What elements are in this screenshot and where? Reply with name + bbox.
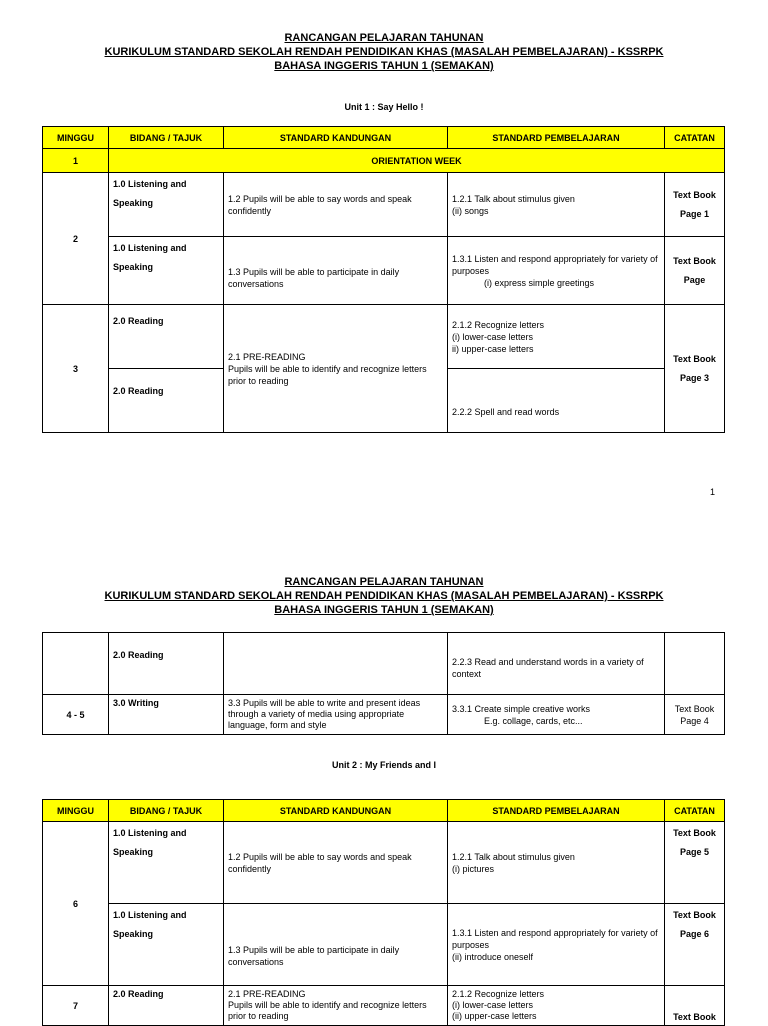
pembelajaran-cell (448, 904, 665, 986)
bidang-text: Speaking (113, 929, 154, 939)
bidang-text: Speaking (113, 262, 154, 272)
catatan-cell (665, 695, 725, 735)
pembelajaran-text: (ii) introduce oneself (452, 951, 534, 962)
kandungan-cell: 1.2 Pupils will be able to say words and speak confidently (224, 173, 448, 237)
bidang-cell: 2.0 Reading (109, 986, 224, 1026)
catatan-text: Page 4 (680, 715, 709, 726)
pembelajaran-text: 2.1.2 Recognize letters (452, 319, 545, 330)
catatan-text: Text Book (673, 828, 716, 838)
week-cell (43, 633, 109, 695)
pembelajaran-text: ii) upper-case letters (452, 343, 534, 354)
column-header-minggu: MINGGU (43, 127, 109, 149)
bidang-cell: 2.0 Reading (109, 369, 224, 433)
bidang-cell (109, 173, 224, 237)
table-row (43, 149, 725, 173)
column-header-catatan: CATATAN (665, 127, 725, 149)
pembelajaran-cell (448, 173, 665, 237)
table-row (43, 904, 725, 986)
week-cell: 7 (43, 986, 109, 1026)
pembelajaran-cell (448, 986, 665, 1026)
table-row (43, 633, 725, 695)
bidang-cell: 3.0 Writing (109, 695, 224, 735)
bidang-text: 1.0 Listening and (113, 243, 187, 253)
catatan-text: Text Book (673, 255, 716, 266)
week-cell: 1 (43, 149, 109, 173)
kandungan-cell (224, 633, 448, 695)
bidang-cell: 2.0 Reading (109, 305, 224, 369)
pembelajaran-text: 2.1.2 Recognize letters (452, 989, 545, 999)
catatan-cell (665, 822, 725, 904)
doc-title: RANCANGAN PELAJARAN TAHUNAN (284, 32, 484, 44)
lesson-plan-table-unit-2 (42, 799, 725, 1026)
orientation-week-label: ORIENTATION WEEK (109, 149, 725, 173)
kandungan-cell: 1.3 Pupils will be able to participate in daily conversations (224, 904, 448, 986)
lesson-plan-table (42, 126, 725, 433)
kandungan-cell: 1.3 Pupils will be able to participate in daily conversations (224, 237, 448, 305)
catatan-cell (665, 305, 725, 433)
kandungan-text: Pupils will be able to identify and recognize letters prior to reading (228, 363, 427, 386)
unit-title: Unit 1 : Say Hello ! (344, 102, 424, 112)
pembelajaran-cell: 2.2.3 Read and understand words in a variety of context (448, 633, 665, 695)
kandungan-cell: 3.3 Pupils will be able to write and present ideas through a variety of media using appropriate language, form and style (224, 695, 448, 735)
catatan-cell (665, 904, 725, 986)
doc-subject: BAHASA INGGERIS TAHUN 1 (SEMAKAN) (274, 60, 494, 72)
pembelajaran-text: (i) pictures (452, 863, 495, 874)
page-number: 1 (710, 487, 716, 497)
pembelajaran-text: 3.3.1 Create simple creative works (452, 703, 591, 714)
pembelajaran-cell (448, 305, 665, 369)
catatan-text: Text Book (674, 703, 715, 714)
pembelajaran-text: (i) lower-case letters (452, 331, 534, 342)
table-row (43, 822, 725, 904)
page-gap (0, 520, 768, 560)
column-header-bidang: BIDANG / TAJUK (109, 127, 224, 149)
pembelajaran-text: 1.3.1 Listen and respond appropriately for variety of purposes (452, 253, 658, 276)
kandungan-text: 2.1 PRE-READING (228, 351, 306, 362)
doc-subtitle: KURIKULUM STANDARD SEKOLAH RENDAH PENDIDIKAN KHAS (MASALAH PEMBELAJARAN) - KSSRPK (104, 46, 664, 58)
pembelajaran-cell (448, 695, 665, 735)
pembelajaran-text: (i) lower-case letters (452, 1000, 534, 1010)
bidang-cell (109, 237, 224, 305)
pembelajaran-text: (i) express simple greetings (484, 277, 595, 288)
kandungan-cell (224, 305, 448, 433)
table-row (43, 695, 725, 735)
bidang-cell: 2.0 Reading (109, 633, 224, 695)
column-header-minggu: MINGGU (43, 800, 109, 822)
catatan-cell (665, 173, 725, 237)
kandungan-cell: 1.2 Pupils will be able to say words and speak confidently (224, 822, 448, 904)
doc-title: RANCANGAN PELAJARAN TAHUNAN (284, 576, 484, 588)
week-cell: 3 (43, 305, 109, 433)
table-row (43, 305, 725, 369)
week-cell: 6 (43, 822, 109, 986)
catatan-cell (665, 633, 725, 695)
column-header-pembelajaran: STANDARD PEMBELAJARAN (448, 800, 665, 822)
kandungan-text: Pupils will be able to identify and recognize letters prior to reading (228, 1000, 427, 1021)
catatan-text: Text Book (673, 189, 716, 200)
bidang-text: 1.0 Listening and (113, 828, 187, 838)
pembelajaran-text: (ii) upper-case letters (452, 1011, 537, 1021)
bidang-cell (109, 904, 224, 986)
pembelajaran-text: 1.3.1 Listen and respond appropriately for variety of purposes (452, 927, 658, 950)
pembelajaran-text: 1.2.1 Talk about stimulus given (452, 851, 575, 862)
catatan-text: Page 3 (679, 372, 710, 383)
week-cell: 2 (43, 173, 109, 305)
column-header-catatan: CATATAN (665, 800, 725, 822)
doc-subject: BAHASA INGGERIS TAHUN 1 (SEMAKAN) (274, 604, 494, 616)
doc-subtitle: KURIKULUM STANDARD SEKOLAH RENDAH PENDIDIKAN KHAS (MASALAH PEMBELAJARAN) - KSSRPK (104, 590, 664, 602)
bidang-text: Speaking (113, 847, 154, 857)
pembelajaran-text: E.g. collage, cards, etc... (484, 715, 583, 726)
unit-title: Unit 2 : My Friends and I (331, 760, 436, 770)
document-page-2 (0, 560, 768, 1024)
kandungan-text: 2.1 PRE-READING (228, 989, 306, 999)
table-row (43, 986, 725, 1026)
pembelajaran-text: 1.2.1 Talk about stimulus given (452, 193, 575, 204)
table-row (43, 173, 725, 237)
pembelajaran-text: (ii) songs (452, 205, 489, 216)
bidang-text: 1.0 Listening and (113, 179, 187, 189)
catatan-text: Text Book (673, 910, 716, 920)
pembelajaran-cell: 2.2.2 Spell and read words (448, 369, 665, 433)
table-row (43, 237, 725, 305)
column-header-kandungan: STANDARD KANDUNGAN (224, 800, 448, 822)
pembelajaran-cell (448, 237, 665, 305)
bidang-cell (109, 822, 224, 904)
catatan-text: Page 1 (679, 208, 710, 219)
column-header-bidang: BIDANG / TAJUK (109, 800, 224, 822)
kandungan-cell (224, 986, 448, 1026)
catatan-text: Page 6 (679, 929, 710, 939)
bidang-text: 1.0 Listening and (113, 910, 187, 920)
week-cell: 4 - 5 (43, 695, 109, 735)
lesson-plan-table-continued (42, 632, 725, 735)
catatan-cell (665, 237, 725, 305)
catatan-text: Page (683, 274, 706, 285)
catatan-text: Page 5 (679, 847, 710, 857)
bidang-text: Speaking (113, 198, 154, 208)
pembelajaran-cell (448, 822, 665, 904)
column-header-pembelajaran: STANDARD PEMBELAJARAN (448, 127, 665, 149)
catatan-text: Text Book (673, 353, 716, 364)
column-header-kandungan: STANDARD KANDUNGAN (224, 127, 448, 149)
catatan-cell: Text Book (665, 986, 725, 1026)
